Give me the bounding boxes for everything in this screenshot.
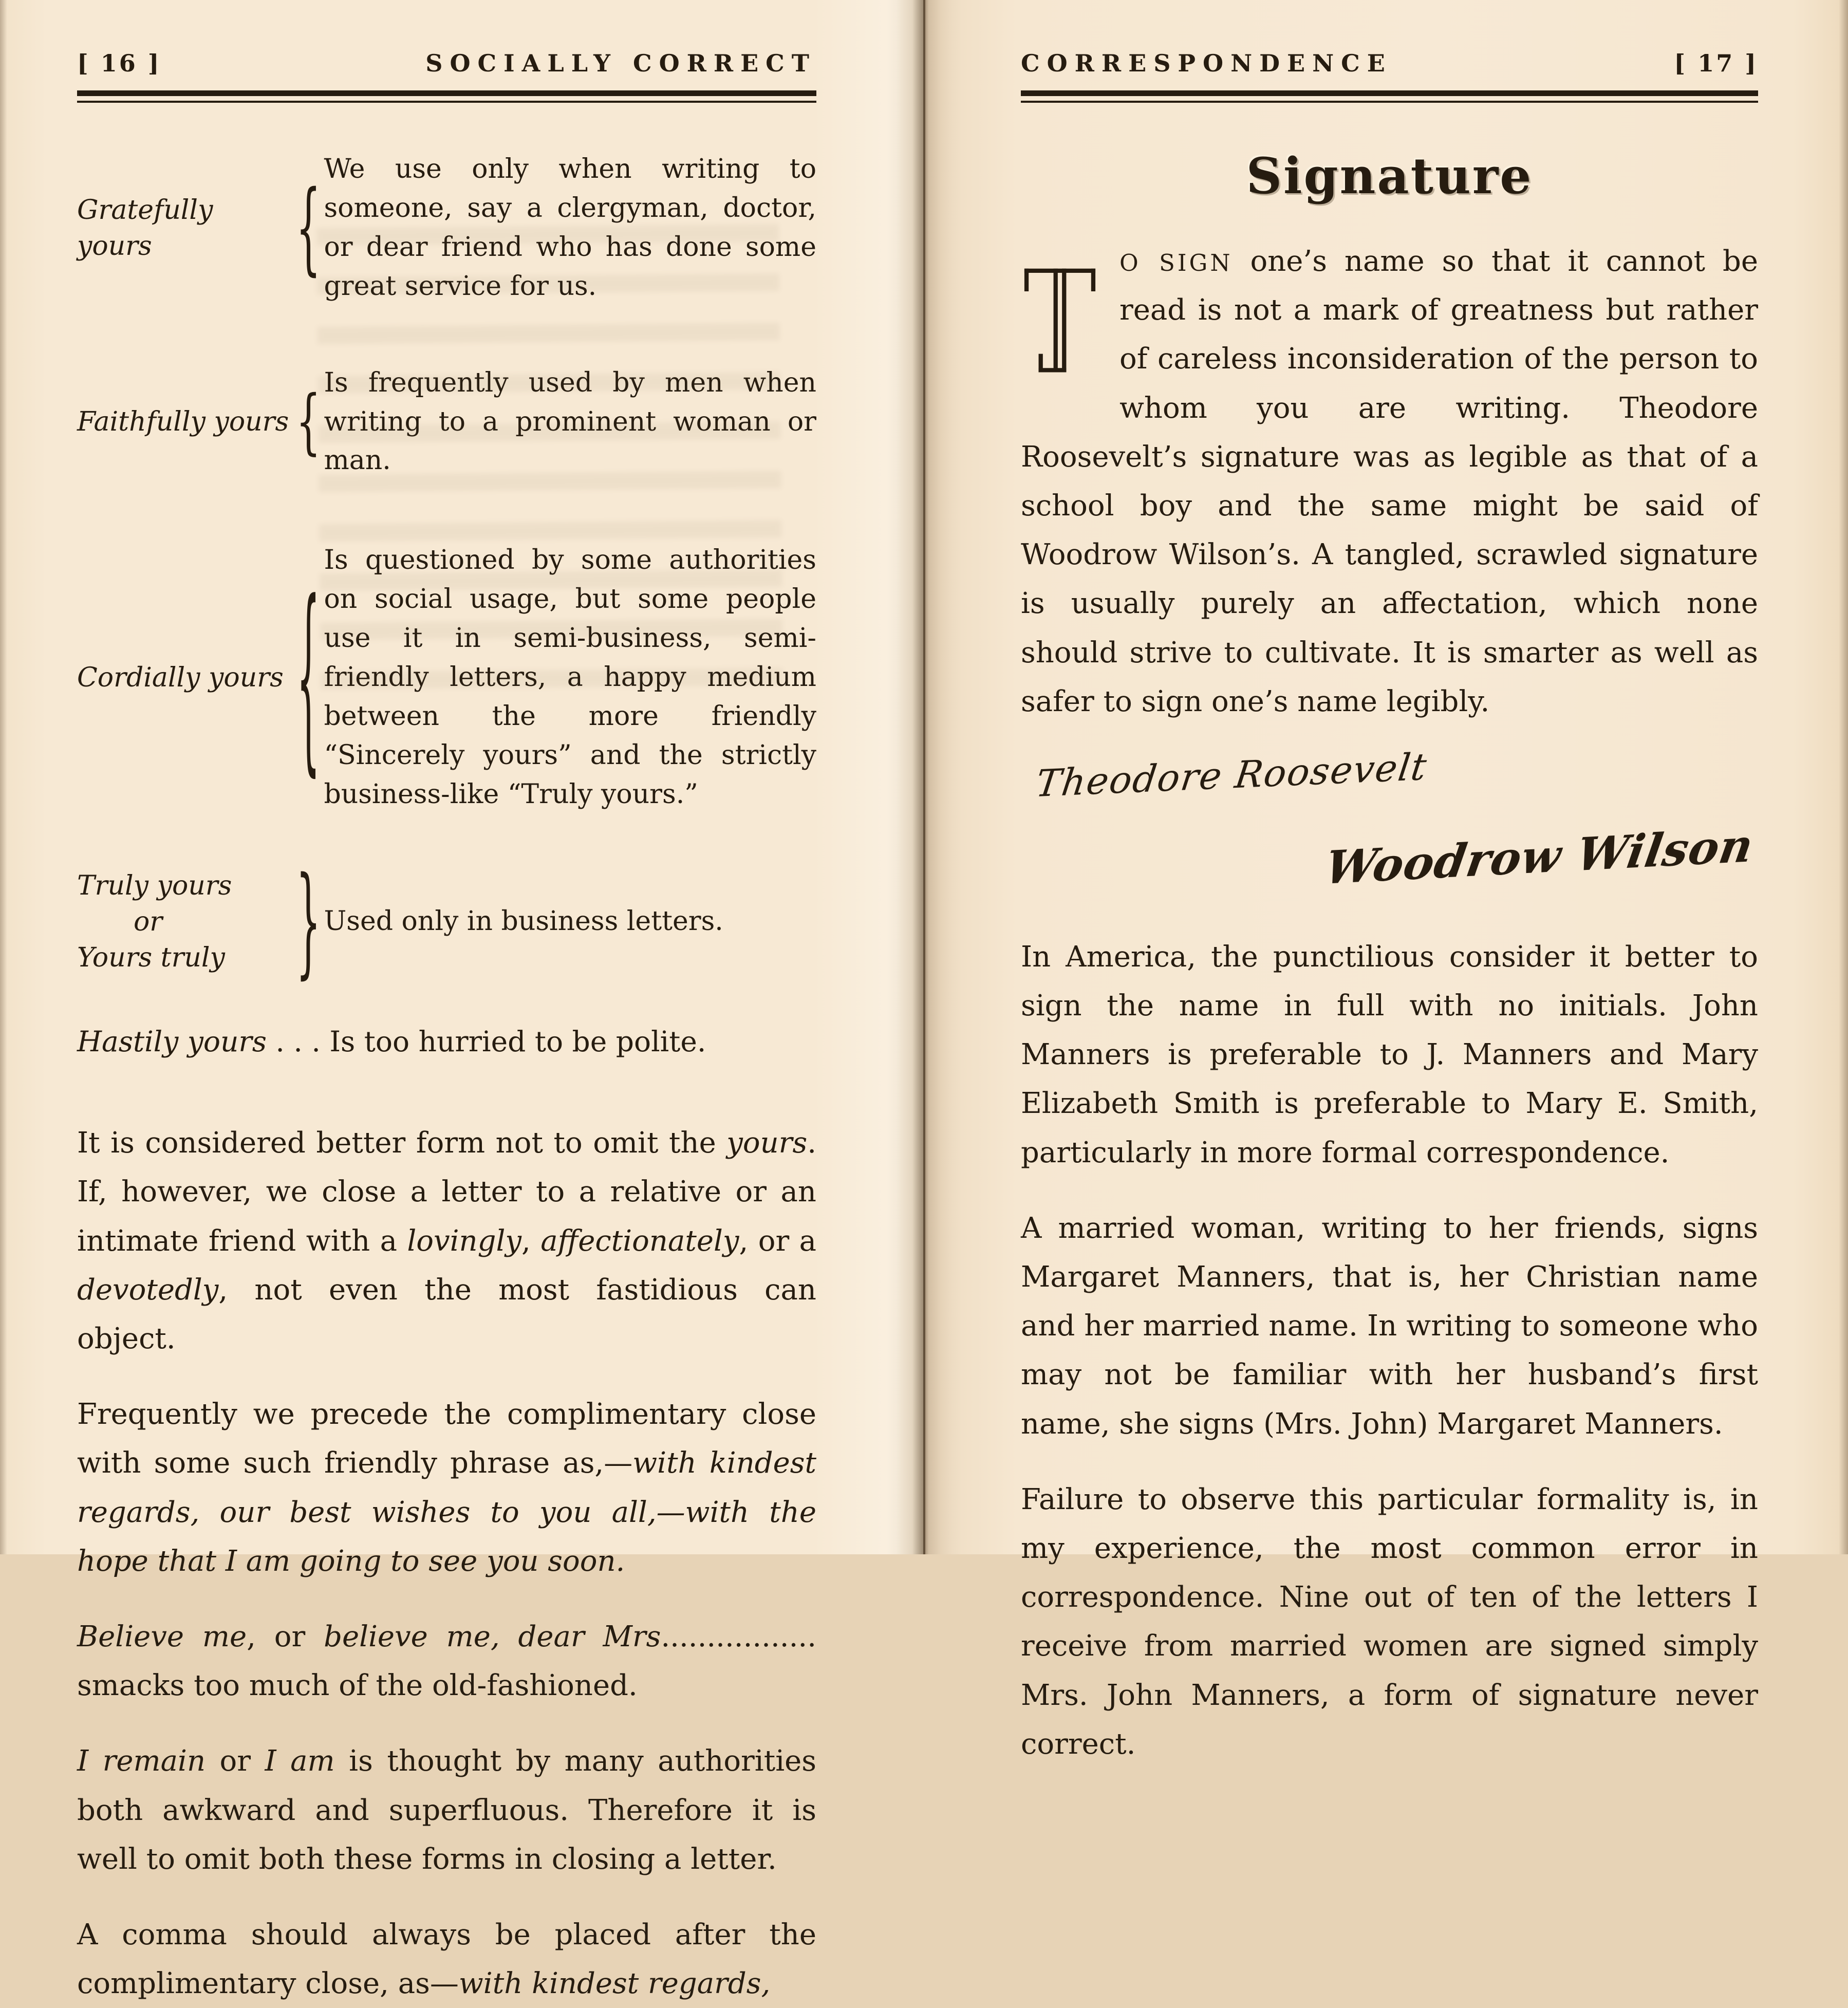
closing-label: Cordially yours <box>77 662 284 693</box>
book-page-left <box>0 0 924 2001</box>
brace-icon: { <box>296 381 321 463</box>
paragraph: A married woman, writing to her friends, signs Margaret Manners, that is, her Christian name and her married name. In writing to someone who may not be familiar with her husband’s first name, she signs (Mrs. John) Margaret Manners. <box>1021 1211 1758 1441</box>
brace-icon: { <box>296 560 320 795</box>
closing-row-cordially <box>77 541 816 814</box>
signature-examples <box>1021 745 1758 895</box>
brace-icon: { <box>296 170 321 286</box>
paragraph: A comma should always be placed after the complimentary close, as—with kindest regards, <box>77 1918 816 2001</box>
paragraph: Frequently we precede the complimentary close with some such friendly phrase as,—with kindest regards, our best wishes to you all,—with the hope that I am going to see you soon. <box>77 1398 817 1578</box>
brace-icon: } <box>296 852 321 991</box>
book-page-right <box>924 0 1848 1761</box>
scan-edge-left <box>0 0 7 1554</box>
page-number-left: [ 16 ] <box>77 49 161 77</box>
closing-label-stack: Truly yours or Yours truly <box>77 870 232 974</box>
closing-desc: Used only in business letters. <box>324 906 723 937</box>
paragraph: Failure to observe this particular formality is, in my experience, the most common error in correspondence. Nine out of ten of the letters I receive from married women are signed simply Mrs. John Manners, a form of signature never correct. <box>1021 1482 1758 1761</box>
paragraph: I remain or I am is thought by many authorities both awkward and superfluous. Therefore it is well to omit both these forms in closing a letter. <box>77 1744 817 1876</box>
closing-desc: Is frequently used by men when writing to a prominent woman or man. <box>324 367 816 476</box>
head-rule-left <box>77 90 816 103</box>
paragraph: In America, the punctilious consider it better to sign the name in full with no initials. John Manners is preferable to J. Manners and Mary Elizabeth Smith is preferable to Mary E. Smith, particularly in more formal correspondence. <box>1021 940 1758 1169</box>
running-head-right <box>1021 49 1758 77</box>
paragraph: Believe me, or believe me, dear Mrs................. smacks too much of the old-fashioned. <box>77 1620 816 1703</box>
closing-row-truly <box>77 852 816 991</box>
closing-row-faithfully <box>77 364 816 481</box>
scan-edge-right <box>1839 0 1848 1554</box>
roosevelt-signature: Theodore Roosevelt <box>1033 745 1430 806</box>
closing-label: Faithfully yours <box>77 406 289 438</box>
head-rule-right <box>1021 90 1758 103</box>
running-title-right: CORRESPONDENCE <box>1021 49 1392 77</box>
paragraph: It is considered better form not to omit the yours. If, however, we close a letter to a relative or an intimate friend with a lovingly, affectionately, or a devotedly, not even the most fastidious can object. <box>77 1126 816 1355</box>
closing-desc: Is questioned by some authorities on social usage, but some people use it in semi-business, semi-friendly letters, a happy medium between the more friendly “Sincerely yours” and the strictly business-like “Truly yours.” <box>324 545 816 810</box>
opening-paragraph: O SIGN one’s name so that it cannot be read is not a mark of greatness but rather of careless inconsideration of the person to whom you are writing. Theodore Roosevelt’s signature was as legible as that of a school boy and the same might be said of Woodrow Wilson’s. A tangled, scrawled signature is usually purely an affectation, which none should strive to cultivate. It is smarter as well as safer to sign one’s name legibly. <box>1021 245 1758 718</box>
closing-desc: We use only when writing to someone, say a clergyman, doctor, or dear friend who has done some great service for us. <box>324 154 816 302</box>
dropcap-initial-T <box>1021 245 1099 397</box>
closing-label: Gratefully yours <box>77 194 213 262</box>
wilson-signature: Woodrow Wilson <box>1321 818 1758 895</box>
closing-row-gratefully <box>77 150 816 306</box>
running-head-left <box>77 49 816 77</box>
closing-row-hastily: Hastily yours . . . Is too hurried to be polite. <box>77 1025 706 1058</box>
chapter-heading: Signature <box>1246 147 1533 205</box>
page-number-right: [ 17 ] <box>1674 49 1758 77</box>
running-title-left: SOCIALLY CORRECT <box>425 49 816 77</box>
